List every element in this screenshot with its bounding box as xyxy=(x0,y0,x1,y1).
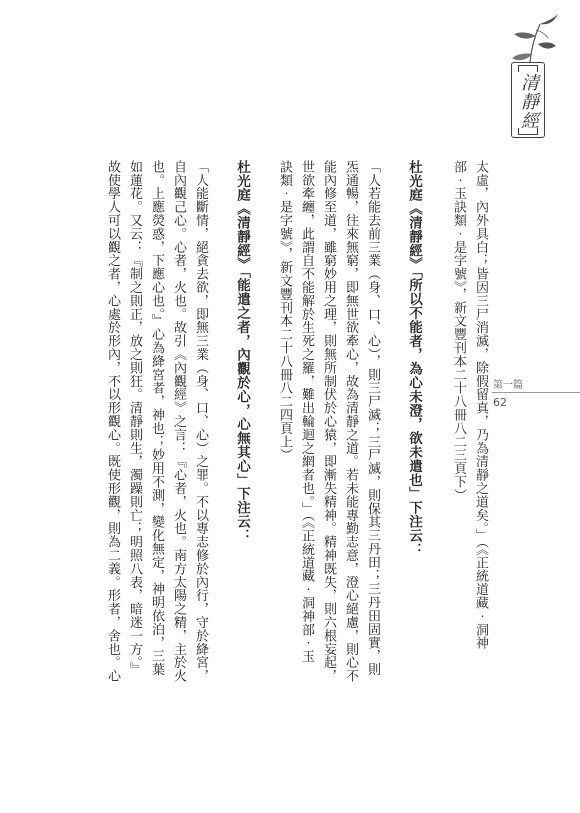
chapter-title: 清靜經 xyxy=(518,73,539,130)
title-bracket-top xyxy=(518,65,538,72)
quote-column: 也。上應熒惑，下應心也。』心為絳宮者，神也；妙用不測，變化無定，神明依泊，三葉 xyxy=(149,160,164,677)
commentary-heading: 杜光庭《清靜經》「能遣之者，內觀於心，心無其心」下注云： xyxy=(234,160,250,543)
quote-column: 「人若能去前三業（身、口、心），則三尸滅；三尸滅，則保其三丹田；三丹田固實，則 xyxy=(365,160,380,677)
quote-column: 世欲牽纏，此謂自不能解於生死之羅，難出輪迴之網者也。」（《正統道藏‧洞神部‧玉 xyxy=(299,160,314,664)
margin-divider xyxy=(492,392,580,393)
quote-column: 炁通暢，往來無窮，即無世欲牽心，故為清靜之道。若未能專勤志意，澄心絕慮，則心不 xyxy=(343,160,358,683)
quote-column: 自內觀己心。心者，火也。故引《內觀經》之言：『心者，火也。南方太陽之精，主於火 xyxy=(171,160,186,683)
chapter-title-box xyxy=(511,62,545,138)
quote-column: 如蓮花。又云：『制之則正，放之則狂。清靜則生，濁躁則亡；明照八表，暗迷一方。』 xyxy=(127,160,142,677)
quote-column: 能內修至道，雖窮妙用之理，則無所制伏於心猿，即漸失精神。精神既失，則六根妄起， xyxy=(321,160,336,683)
section-label: 第一篇 xyxy=(493,380,523,391)
quote-column: 故使學人可以觀之者，心處於形內，不以形觀心。既使形觀，則為二義。形者，舍也。心 xyxy=(105,160,120,683)
quote-column: 訣類‧是字號》，新文豐刊本二十八冊八二四頁上） xyxy=(277,160,292,462)
title-bracket-bottom xyxy=(518,128,538,135)
text-column: 太虛，內外具白；皆因三尸消滅，除假留真，乃為清靜之道矣。」（《正統道藏‧洞神 xyxy=(473,160,488,650)
commentary-heading: 杜光庭《清靜經》「所以不能者，為心未澄，欲未遣也」下注云： xyxy=(406,160,422,557)
text-column: 部‧玉訣類‧是字號》，新文豐刊本二十八冊八二三頁下） xyxy=(451,160,466,502)
quote-column: 「人能斷情，絕貪去欲，即無三業（身、口、心）之罪。不以專志修於內行，守於絳宮， xyxy=(193,160,208,683)
page-number: 62 xyxy=(493,396,507,409)
